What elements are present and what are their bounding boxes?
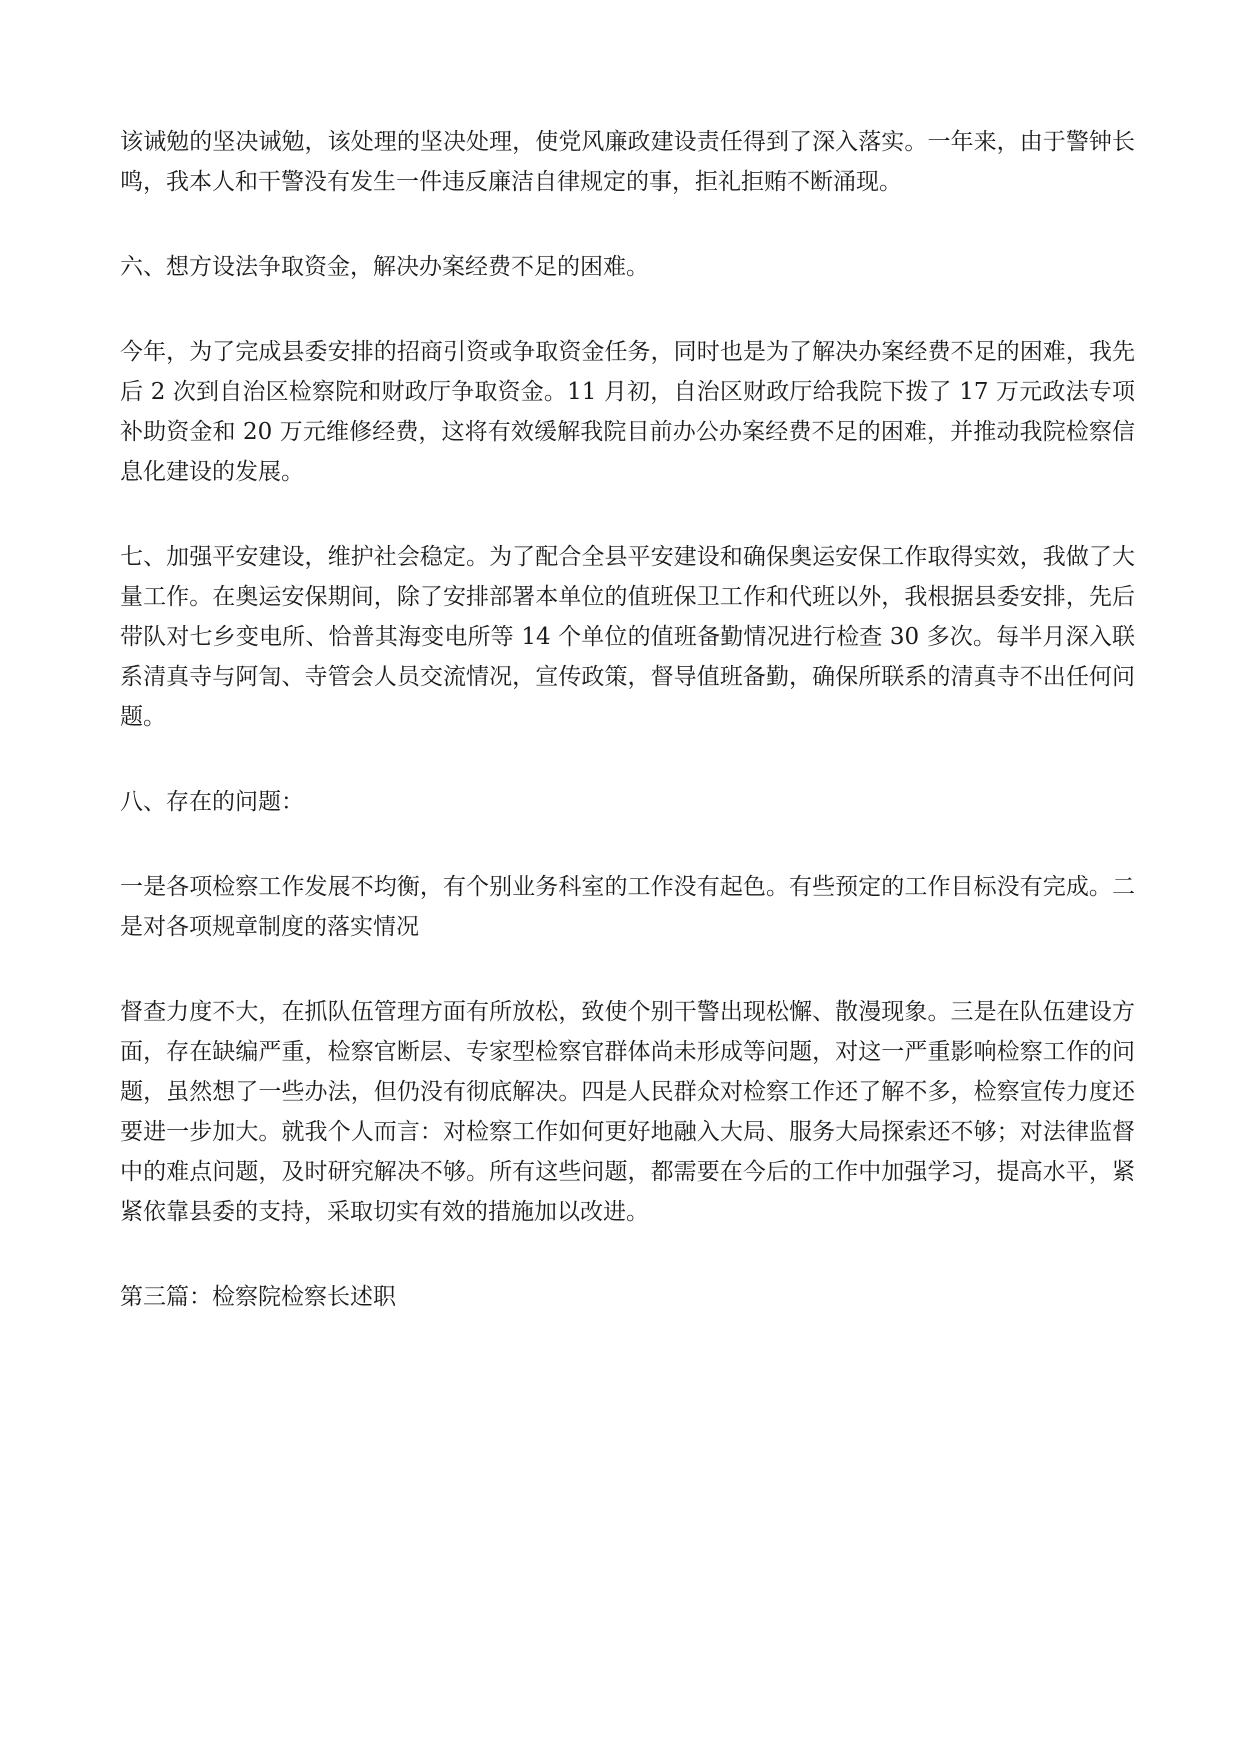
paragraph-funding: 今年，为了完成县委安排的招商引资或争取资金任务，同时也是为了解决办案经费不足的困难，我先后 2 次到自治区检察院和财政厅争取资金。11 月初，自治区财政厅给我院下拨了 17 万元政法专项补助资金和 20 万元维修经费，这将有效缓解我院目前办公办案经费不足的困难，并推动我院检察信息化建设的发展。 [120, 339, 1135, 485]
paragraph-discipline: 该诫勉的坚决诫勉，该处理的坚决处理，使党风廉政建设责任得到了深入落实。一年来，由于警钟长鸣，我本人和干警没有发生一件违反廉洁自律规定的事，拒礼拒贿不断涌现。 [120, 129, 1135, 195]
document-page [120, 122, 1135, 1362]
heading-funding: 六、想方设法争取资金，解决办案经费不足的困难。 [120, 254, 649, 280]
section-title: 第三篇：检察院检察长述职 [120, 1284, 396, 1310]
heading-problems: 八、存在的问题： [120, 789, 304, 815]
paragraph-safety: 七、加强平安建设，维护社会稳定。为了配合全县平安建设和确保奥运安保工作取得实效，我做了大量工作。在奥运安保期间，除了安排部署本单位的值班保卫工作和代班以外，我根据县委安排，先后带队对七乡变电所、恰普其海变电所等 14 个单位的值班备勤情况进行检查 30 多次。每半月深入联系清真寺与阿訇、寺管会人员交流情况，宣传政策，督导值班备勤，确保所联系的清真寺不出任何问题。 [120, 544, 1135, 730]
paragraph-problems-2: 督查力度不大，在抓队伍管理方面有所放松，致使个别干警出现松懈、散漫现象。三是在队伍建设方面，存在缺编严重，检察官断层、专家型检察官群体尚未形成等问题，对这一严重影响检察工作的问题，虽然想了一些办法，但仍没有彻底解决。四是人民群众对检察工作还了解不多，检察宣传力度还要进一步加大。就我个人而言：对检察工作如何更好地融入大局、服务大局探索还不够；对法律监督中的难点问题，及时研究解决不够。所有这些问题，都需要在今后的工作中加强学习，提高水平，紧紧依靠县委的支持，采取切实有效的措施加以改进。 [120, 999, 1135, 1225]
paragraph-problems-1: 一是各项检察工作发展不均衡，有个别业务科室的工作没有起色。有些预定的工作目标没有完成。二是对各项规章制度的落实情况 [120, 874, 1135, 940]
